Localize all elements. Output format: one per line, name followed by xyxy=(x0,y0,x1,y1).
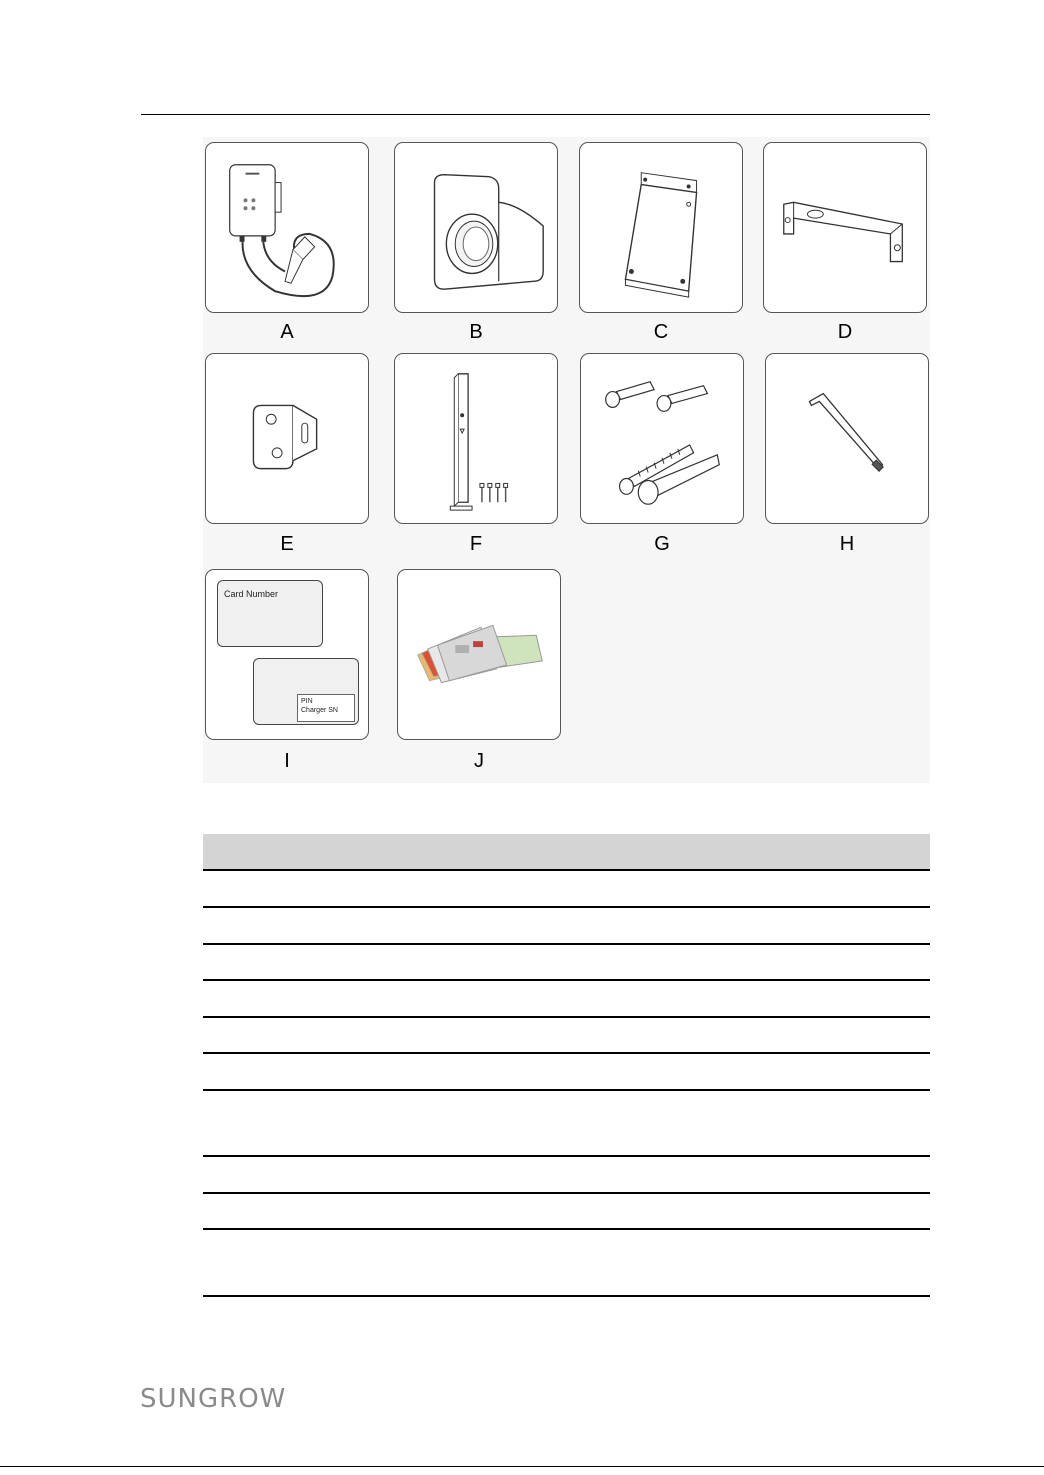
component-label: H xyxy=(839,533,855,555)
card-label-box xyxy=(297,694,355,722)
bracket-icon xyxy=(764,143,926,312)
component-label: C xyxy=(653,321,669,343)
component-tile-g xyxy=(580,353,744,524)
component-tile-h xyxy=(765,353,929,524)
charger-sn-label: Charger SN xyxy=(301,707,338,714)
table-header xyxy=(203,834,930,870)
component-tile-j xyxy=(397,569,561,740)
component-tile-c xyxy=(579,142,743,313)
component-label: A xyxy=(280,321,294,343)
table-rule xyxy=(203,1089,930,1091)
table-rule xyxy=(203,869,930,871)
component-label: F xyxy=(469,533,483,555)
component-tile-e xyxy=(205,353,369,524)
component-tile-a xyxy=(205,142,369,313)
component-label: J xyxy=(474,750,484,772)
header-rule xyxy=(141,114,930,115)
component-label: B xyxy=(469,321,483,343)
card-front xyxy=(217,580,323,647)
documents-icon xyxy=(398,570,560,739)
table-rule xyxy=(203,1192,930,1194)
table-rule xyxy=(203,1228,930,1230)
component-tile-d xyxy=(763,142,927,313)
mounting-plate-icon xyxy=(580,143,742,312)
table-rule xyxy=(203,979,930,981)
table-rule xyxy=(203,1052,930,1054)
component-label: D xyxy=(837,321,853,343)
brand-logo: SUNGROW xyxy=(140,1384,287,1414)
component-label: E xyxy=(280,533,294,555)
component-tile-b xyxy=(394,142,558,313)
plug-holder-icon xyxy=(395,143,557,312)
screws-anchors-icon xyxy=(581,354,743,523)
component-tile-f xyxy=(394,353,558,524)
footer-rule xyxy=(0,1466,1044,1467)
pole-icon xyxy=(395,354,557,523)
table-rule xyxy=(203,943,930,945)
card-back xyxy=(253,658,359,725)
allen-key-icon xyxy=(766,354,928,523)
table-rule xyxy=(203,906,930,908)
table-rule xyxy=(203,1295,930,1297)
table-rule xyxy=(203,1155,930,1157)
component-tile-i xyxy=(205,569,369,740)
component-label: G xyxy=(654,533,670,555)
card-number-label: Card Number xyxy=(224,589,279,599)
pin-label: PIN xyxy=(301,698,313,705)
table-rule xyxy=(203,1016,930,1018)
component-label: I xyxy=(284,750,290,772)
charger-icon xyxy=(206,143,368,312)
lock-plate-icon xyxy=(206,354,368,523)
